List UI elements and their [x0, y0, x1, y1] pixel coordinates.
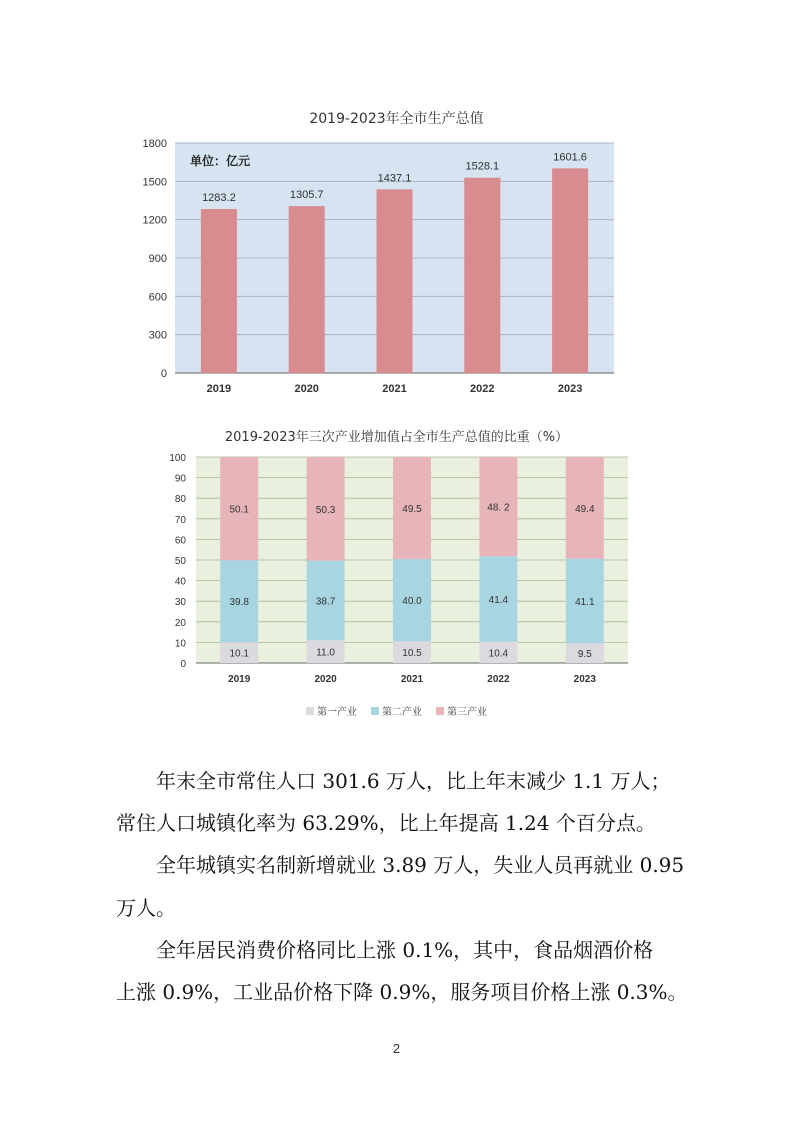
chart2-data-label: 49.5 — [402, 503, 422, 515]
chart2-data-label: 9.5 — [577, 649, 592, 661]
chart1-y-tick-label: 1800 — [142, 138, 167, 150]
page-number: 2 — [392, 1041, 401, 1056]
chart2-data-label: 40.0 — [402, 596, 422, 608]
chart1-data-label: 1437.1 — [377, 172, 412, 185]
chart2-data-label: 11.0 — [316, 647, 335, 659]
paragraph-cpi-cont: 上涨 0.9%，工业品价格下降 0.9%，服务项目价格上涨 0.3%。 — [116, 980, 688, 1004]
chart1-y-tick-label: 1500 — [142, 176, 167, 189]
chart1-unit-annotation: 单位：亿元 — [190, 154, 251, 168]
chart2-data-label: 50.3 — [315, 504, 336, 516]
legend-label-tertiary: 第三产业 — [447, 707, 487, 718]
paragraph-employment: 全年城镇实名制新增就业 3.89 万人，失业人员再就业 0.95 — [156, 853, 685, 877]
chart1-y-tick-label: 0 — [160, 368, 167, 380]
chart2-data-label: 48. 2 — [487, 502, 510, 514]
chart1-x-tick-label: 2023 — [557, 383, 583, 395]
chart2-legend — [0, 703, 793, 718]
chart2-data-label: 38.7 — [315, 596, 336, 608]
legend-item-secondary — [371, 703, 422, 718]
chart2-data-label: 41.4 — [488, 594, 509, 606]
chart2-data-label: 39.8 — [229, 597, 249, 609]
chart2-x-tick-label: 2022 — [487, 674, 510, 685]
chart2-data-label: 10.4 — [488, 648, 509, 660]
legend-label-primary: 第一产业 — [317, 707, 357, 718]
chart2-y-tick-label: 10 — [174, 638, 186, 650]
chart2-y-tick-label: 20 — [174, 617, 186, 629]
legend-item-primary — [306, 703, 357, 718]
chart1-data-label: 1601.6 — [553, 151, 587, 164]
chart2-y-tick-label: 90 — [174, 473, 186, 485]
chart2-y-tick-label: 70 — [174, 514, 186, 526]
paragraph-urbanization: 常住人口城镇化率为 63.29%，比上年提高 1.24 个百分点。 — [116, 811, 656, 835]
chart2-x-tick-label: 2020 — [314, 674, 337, 685]
chart2-data-label: 50.1 — [229, 504, 249, 516]
chart2-data-label: 10.1 — [229, 648, 249, 660]
paragraph-employment-cont: 万人。 — [116, 896, 176, 920]
chart1-data-label: 1283.2 — [202, 192, 236, 205]
legend-label-secondary: 第二产业 — [382, 707, 422, 718]
chart1-data-label: 1528.1 — [465, 160, 500, 173]
chart2-x-tick-label: 2023 — [573, 674, 596, 685]
chart1-y-tick-label: 900 — [148, 253, 167, 265]
chart2-data-label: 10.5 — [402, 648, 422, 660]
chart1-x-tick-label: 2022 — [470, 383, 495, 395]
chart2-data-label: 41.1 — [575, 597, 595, 609]
chart1-data-label: 1305.7 — [289, 189, 324, 202]
chart2-y-tick-label: 60 — [174, 535, 186, 547]
chart1-title: 2019-2023年全市生产总值 — [309, 111, 484, 127]
chart1-y-tick-label: 600 — [148, 291, 167, 304]
chart2-data-label: 49.4 — [575, 503, 595, 515]
chart2-y-tick-label: 0 — [180, 659, 186, 670]
paragraph-population: 年末全市常住人口 301.6 万人，比上年末减少 1.1 万人； — [156, 769, 671, 793]
chart2-y-tick-label: 80 — [174, 494, 186, 506]
chart1-x-tick-label: 2019 — [206, 383, 232, 395]
chart1-y-tick-label: 1200 — [142, 214, 167, 227]
chart1-x-tick-label: 2020 — [294, 383, 319, 395]
chart1-y-tick-label: 300 — [148, 329, 167, 342]
chart2-title: 2019-2023年三次产业增加值占全市生产总值的比重（%） — [224, 430, 569, 445]
legend-swatch-tertiary — [436, 707, 444, 715]
chart2-y-tick-label: 40 — [174, 576, 186, 588]
chart1-x-tick-label: 2021 — [382, 383, 407, 395]
chart2-x-tick-label: 2019 — [228, 674, 251, 685]
legend-item-tertiary — [436, 703, 487, 718]
chart2-y-tick-label: 30 — [174, 597, 186, 609]
chart2-y-tick-label: 50 — [174, 556, 186, 567]
chart2-y-tick-label: 100 — [169, 453, 186, 464]
legend-swatch-secondary — [371, 707, 379, 715]
legend-swatch-primary — [306, 707, 314, 715]
chart2-x-tick-label: 2021 — [400, 674, 424, 685]
paragraph-cpi: 全年居民消费价格同比上涨 0.1%，其中，食品烟酒价格 — [156, 938, 654, 962]
